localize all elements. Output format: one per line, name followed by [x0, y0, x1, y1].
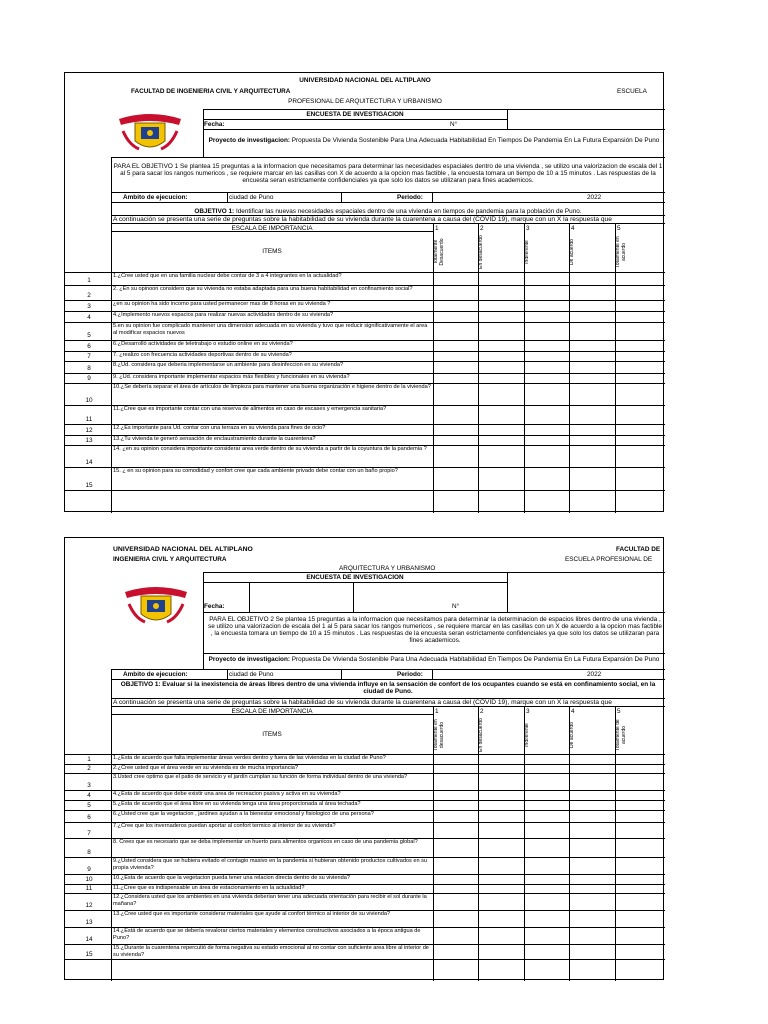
answer-cell-3[interactable]: [525, 823, 568, 837]
answer-cell-4[interactable]: [570, 755, 614, 763]
question-text: 13.¿Cree usted que es importante considerar materiales que ayude al confort térmico al interior de su vivienda?: [113, 911, 391, 917]
row-number: 5: [87, 802, 91, 809]
answer-cell-2[interactable]: [479, 362, 523, 372]
answer-cell-4[interactable]: [570, 436, 614, 444]
survey-title: ENCUESTA DE INVESTIGACION: [306, 111, 404, 118]
answer-cell-2[interactable]: [479, 774, 523, 789]
scale-number-2: 2: [480, 708, 484, 715]
answer-cell-5[interactable]: [616, 875, 660, 883]
answer-cell-3[interactable]: [525, 755, 568, 763]
answer-cell-5[interactable]: [616, 374, 660, 382]
answer-cell-2[interactable]: [479, 945, 523, 958]
answer-cell-3[interactable]: [525, 911, 568, 926]
answer-cell-1[interactable]: [434, 894, 477, 909]
question-text: 2.¿Cree usted que el área verde en su vivienda es de mucha importancia?: [113, 765, 299, 771]
question-text: 10.¿Se debería separar el área de artículos de limpieza para mantener una buena organización e higiene dentro de la vivienda?: [113, 384, 431, 390]
row-number: 13: [85, 437, 93, 444]
answer-cell-2[interactable]: [479, 384, 523, 404]
project-line: Proyecto de investigacion: Propuesta De Vivienda Sostenible Para Una Adecuada Habitabilidad En Tiempos De Pandemia En La Futura Expansión De Puno: [208, 656, 660, 663]
answer-cell-5[interactable]: [616, 858, 660, 873]
answer-cell-5[interactable]: [616, 774, 660, 789]
answer-cell-5[interactable]: [616, 928, 660, 943]
answer-cell-1[interactable]: [434, 755, 477, 763]
answer-cell-3[interactable]: [525, 885, 568, 892]
scale-header: ESCALA DE IMPORTANCIA: [231, 708, 313, 715]
answer-cell-5[interactable]: [616, 384, 660, 404]
row-number: 12: [85, 427, 93, 434]
faculty-text: INGENIERIA CIVIL Y ARQUITECTURA: [113, 556, 227, 563]
answer-cell-5[interactable]: [616, 436, 660, 444]
school-text: ARQUITECTURA Y URBANISMO: [339, 565, 436, 572]
answer-cell-2[interactable]: [479, 858, 523, 873]
answer-cell-2[interactable]: [479, 875, 523, 883]
scale-number-3: 3: [526, 708, 530, 715]
row-number: 5: [87, 332, 91, 339]
university-emblem: [121, 584, 191, 628]
answer-cell-3[interactable]: [525, 894, 568, 909]
periodo-label: Periodo:: [397, 671, 423, 678]
row-number: 15: [85, 951, 93, 958]
answer-cell-3[interactable]: [525, 928, 568, 943]
answer-cell-2[interactable]: [479, 928, 523, 943]
answer-cell-2[interactable]: [479, 468, 523, 489]
answer-cell-4[interactable]: [570, 928, 614, 943]
answer-cell-4[interactable]: [570, 323, 614, 339]
answer-cell-1[interactable]: [434, 468, 477, 489]
row-number: 1: [87, 756, 91, 763]
faculty-right: FACULTAD DE: [616, 546, 661, 553]
answer-cell-4[interactable]: [570, 425, 614, 434]
answer-cell-5[interactable]: [616, 273, 660, 284]
answer-cell-2[interactable]: [479, 425, 523, 434]
scale-label-3: Indiferente: [524, 723, 530, 747]
answer-cell-5[interactable]: [616, 362, 660, 372]
scale-label-5: Totalmente en acuerdo: [615, 236, 627, 268]
answer-cell-2[interactable]: [479, 885, 523, 892]
answer-cell-4[interactable]: [570, 362, 614, 372]
row-number: 9: [87, 866, 91, 873]
answer-cell-5[interactable]: [616, 323, 660, 339]
answer-cell-2[interactable]: [479, 312, 523, 321]
fecha-input[interactable]: [250, 602, 350, 611]
question-text: 15.¿Durante la cuarentena repercutió de forma negativa su estado emocional al no contar con suficiente area libre al interior de su vivienda?: [113, 945, 429, 958]
answer-cell-5[interactable]: [616, 839, 660, 856]
items-header: ITEMS: [262, 731, 282, 738]
school-word: ESCUELA: [617, 88, 647, 95]
row-number: 3: [87, 782, 91, 789]
answer-cell-5[interactable]: [616, 791, 660, 799]
answer-cell-5[interactable]: [616, 911, 660, 926]
answer-cell-3[interactable]: [525, 858, 568, 873]
answer-cell-4[interactable]: [570, 911, 614, 926]
question-text: 9.¿Usted considera que se hubiera evitado el contagio masivo en la pandemia si hubieran obtenido productos cultivados en su propia vivienda?: [113, 858, 428, 871]
answer-cell-5[interactable]: [616, 811, 660, 821]
scale-label-1: Totalmente en desacuerdo: [433, 719, 445, 751]
question-text: 9. ¿Ud. considera importante implementar espacios más flexibles y funcionales en su vivienda?: [113, 374, 350, 380]
periodo-value: 2022: [587, 671, 602, 678]
question-text: 15. ¿ en su opinion para su comodidad y confort cree que cada ambiente privado debe contar con un baño propio?: [113, 468, 398, 474]
answer-cell-4[interactable]: [570, 765, 614, 772]
answer-cell-1[interactable]: [434, 791, 477, 799]
row-number: 15: [85, 482, 93, 489]
answer-cell-1[interactable]: [434, 406, 477, 423]
answer-cell-3[interactable]: [525, 839, 568, 856]
answer-cell-4[interactable]: [570, 811, 614, 821]
answer-cell-1[interactable]: [434, 384, 477, 404]
school-right: ESCUELA PROFESIONAL DE: [565, 556, 653, 563]
row-number: 14: [85, 936, 93, 943]
question-text: 6.¿Usted cree que la vegetacion , jardines ayudan a la bienestar emocional y fisiologico de una persona?: [113, 811, 374, 817]
answer-cell-1[interactable]: [434, 301, 477, 310]
school-text: PROFESIONAL DE ARQUITECTURA Y URBANISMO: [288, 98, 442, 105]
answer-cell-4[interactable]: [570, 774, 614, 789]
scale-header: ESCALA DE IMPORTANCIA: [231, 225, 313, 232]
answer-cell-2[interactable]: [479, 791, 523, 799]
answer-cell-5[interactable]: [616, 352, 660, 360]
answer-cell-5[interactable]: [616, 801, 660, 809]
answer-cell-3[interactable]: [525, 811, 568, 821]
answer-cell-4[interactable]: [570, 273, 614, 284]
survey-form-2: [64, 537, 664, 980]
answer-cell-3[interactable]: [525, 341, 568, 350]
ambito-label: Ambito de ejecucion:: [123, 671, 188, 678]
answer-cell-5[interactable]: [616, 446, 660, 466]
question-text: 12.¿Considera usted que los ambientes en una vivienda deberian tener una adecuada orientación para recibir el sol durante la mañana?: [113, 894, 427, 907]
items-header: ITEMS: [262, 248, 282, 255]
scale-label-2: En desacuerdo: [478, 235, 484, 269]
ambito-value: ciudad de Puno: [229, 671, 274, 678]
question-text: 12.¿Es importante para Ud. contar con una terraza en su vivienda para fines de ocio?: [113, 425, 326, 431]
scale-label-3: Indiferente: [524, 240, 530, 264]
answer-cell-3[interactable]: [525, 406, 568, 423]
answer-cell-3[interactable]: [525, 875, 568, 883]
periodo-value: 2022: [587, 194, 602, 201]
scale-number-5: 5: [617, 708, 621, 715]
answer-cell-5[interactable]: [616, 301, 660, 310]
answer-cell-3[interactable]: [525, 945, 568, 958]
answer-cell-1[interactable]: [434, 425, 477, 434]
answer-cell-5[interactable]: [616, 425, 660, 434]
survey-form-1: [64, 72, 664, 512]
question-text: 5.en su opinion fue complicado mantener una dimension adecuada en su vivienda y tuvo que reducir significativamente el area al modificar espacios nuevos: [113, 323, 428, 336]
answer-cell-4[interactable]: [570, 823, 614, 837]
row-number: 10: [85, 397, 93, 404]
answer-cell-3[interactable]: [525, 273, 568, 284]
answer-cell-3[interactable]: [525, 312, 568, 321]
answer-cell-5[interactable]: [616, 894, 660, 909]
project-line: Proyecto de investigacion: Propuesta De Vivienda Sostenible Para Una Adecuada Habitabilidad En Tiempos De Pandemia En La Futura Expansión De Puno: [208, 137, 660, 144]
row-number: 12: [85, 902, 93, 909]
question-text: 10.¿Esta de acuerdo que la vegetacion pueda tener una relacion directa dentro de su vivienda?: [113, 875, 350, 881]
answer-cell-1[interactable]: [434, 286, 477, 299]
question-text: 8. Crees que es necesario que se deba implementar un huerto para alimentos organicos en caso de una pandemia global?: [113, 839, 418, 845]
question-text: 5.¿Esta de acuerdo que el área libre en su vivienda tenga una área proporcionada al área techada?: [113, 801, 361, 807]
answer-cell-1[interactable]: [434, 323, 477, 339]
row-number: 10: [85, 876, 93, 883]
answer-cell-5[interactable]: [616, 755, 660, 763]
answer-cell-2[interactable]: [479, 911, 523, 926]
ambito-value: ciudad de Puno: [229, 194, 274, 201]
row-number: 14: [85, 459, 93, 466]
scale-label-4: De acuerdo: [569, 722, 575, 748]
answer-cell-5[interactable]: [616, 945, 660, 958]
row-number: 1: [87, 277, 91, 284]
scale-number-1: 1: [435, 225, 439, 232]
answer-cell-2[interactable]: [479, 374, 523, 382]
answer-cell-2[interactable]: [479, 811, 523, 821]
question-text: 11.¿Cree que es indispensable un área de estacionamiento en la actualidad?: [113, 885, 305, 891]
question-text: 4.¿Esta de acuerdo que debe existir una area de recreacion pasiva y activa en su vivienda?: [113, 791, 341, 797]
answer-cell-2[interactable]: [479, 301, 523, 310]
question-text: 8.¿Ud. considera que deberia implementarse un ambiente para desinfeccion en su vivienda?: [113, 362, 344, 368]
answer-cell-3[interactable]: [525, 801, 568, 809]
question-text: 1.¿Cree usted que en una familia nuclear debe contar de 3 a 4 integrantes en la actualidad?: [113, 273, 342, 279]
scale-label-4: De acuerdo: [569, 239, 575, 265]
answer-cell-3[interactable]: [525, 436, 568, 444]
answer-cell-3[interactable]: [525, 352, 568, 360]
answer-cell-1[interactable]: [434, 839, 477, 856]
answer-cell-1[interactable]: [434, 858, 477, 873]
scale-label-5: Totalmente de acuerdo: [615, 719, 627, 751]
answer-cell-1[interactable]: [434, 945, 477, 958]
answer-cell-1[interactable]: [434, 341, 477, 350]
answer-cell-5[interactable]: [616, 406, 660, 423]
answer-cell-4[interactable]: [570, 374, 614, 382]
instructions-text: PARA EL OBJETIVO 1 Se plantea 15 preguntas a la informacion que necesitamos para determinar las necesidades espaciales dentro de una vivienda , se utilizo una valorizacion de escala del 1 al 5 para sacar los rangos numericos , se requiere marcar en las casillas con X de acuerdo a la opcion mas factible , la encuesta tomara un tiempo de 10 a 15 minutos . Las respuestas de la encuesta seran estrictamente confidenciales ya que solo los datos se utilizaran para fines academicos.: [113, 163, 663, 184]
scale-number-2: 2: [480, 225, 484, 232]
scale-number-3: 3: [526, 225, 530, 232]
row-number: 4: [87, 792, 91, 799]
university-emblem: [115, 111, 185, 155]
answer-cell-4[interactable]: [570, 286, 614, 299]
answer-cell-1[interactable]: [434, 436, 477, 444]
answer-cell-3[interactable]: [525, 286, 568, 299]
university-title: UNIVERSIDAD NACIONAL DEL ALTIPLANO: [299, 77, 431, 84]
answer-cell-3[interactable]: [525, 362, 568, 372]
periodo-label: Periodo:: [397, 194, 423, 201]
fecha-label: Fecha:: [204, 121, 225, 128]
answer-cell-4[interactable]: [570, 446, 614, 466]
row-number: 13: [85, 919, 93, 926]
row-number: 11: [85, 416, 93, 423]
answer-cell-3[interactable]: [525, 765, 568, 772]
answer-cell-3[interactable]: [525, 791, 568, 799]
answer-cell-1[interactable]: [434, 911, 477, 926]
row-number: 6: [87, 814, 91, 821]
answer-cell-4[interactable]: [570, 341, 614, 350]
answer-cell-2[interactable]: [479, 286, 523, 299]
answer-cell-4[interactable]: [570, 894, 614, 909]
answer-cell-2[interactable]: [479, 436, 523, 444]
scale-number-4: 4: [571, 225, 575, 232]
row-number: 2: [87, 765, 91, 772]
question-text: 2. ¿En su opinoon considero que su vivienda no estaba adaptada para una buena habitabilidad en confinamiento social?: [113, 286, 413, 292]
answer-cell-1[interactable]: [434, 273, 477, 284]
answer-cell-4[interactable]: [570, 468, 614, 489]
answer-cell-1[interactable]: [434, 823, 477, 837]
answer-cell-1[interactable]: [434, 875, 477, 883]
row-number: 7: [87, 830, 91, 837]
answer-cell-4[interactable]: [570, 312, 614, 321]
question-text: 14. ¿en su opinion considera importante considerar area verde dentro de su vivienda a partir de la coyuntura de la pandemia ?: [113, 446, 427, 452]
answer-cell-1[interactable]: [434, 811, 477, 821]
answer-cell-2[interactable]: [479, 839, 523, 856]
answer-cell-4[interactable]: [570, 384, 614, 404]
answer-cell-4[interactable]: [570, 406, 614, 423]
number-label: N°: [452, 603, 460, 610]
question-text: ¿en su opinion ha sido incomo para usted permanecer mas de 8 horas en su vivienda ?: [113, 301, 331, 307]
scale-label-2: En desacuerdo: [478, 718, 484, 752]
ambito-label: Ambito de ejecucion:: [123, 194, 188, 201]
answer-cell-2[interactable]: [479, 352, 523, 360]
university-title: UNIVERSIDAD NACIONAL DEL ALTIPLANO: [113, 546, 253, 553]
row-number: 2: [87, 292, 91, 299]
answer-cell-1[interactable]: [434, 352, 477, 360]
answer-cell-1[interactable]: [434, 374, 477, 382]
answer-cell-2[interactable]: [479, 801, 523, 809]
answer-cell-3[interactable]: [525, 323, 568, 339]
answer-cell-1[interactable]: [434, 765, 477, 772]
answer-cell-4[interactable]: [570, 301, 614, 310]
row-number: 4: [87, 314, 91, 321]
answer-cell-2[interactable]: [479, 765, 523, 772]
answer-cell-3[interactable]: [525, 774, 568, 789]
answer-cell-3[interactable]: [525, 301, 568, 310]
number-label: N°: [450, 121, 458, 128]
answer-cell-4[interactable]: [570, 352, 614, 360]
question-text: 11.¿Cree que es importante contar con una reserva de alimentos en caso de escases y emergencia sanitaria?: [113, 406, 387, 412]
answer-cell-3[interactable]: [525, 446, 568, 466]
answer-cell-2[interactable]: [479, 755, 523, 763]
answer-cell-1[interactable]: [434, 885, 477, 892]
answer-cell-2[interactable]: [479, 894, 523, 909]
answer-cell-5[interactable]: [616, 312, 660, 321]
row-number: 8: [87, 849, 91, 856]
fecha-input[interactable]: [250, 120, 350, 129]
question-text: 6.¿Desarrolló actividades de teletrabajo o estudio online en su vivienda?: [113, 341, 293, 347]
answer-cell-5[interactable]: [616, 286, 660, 299]
survey-title: ENCUESTA DE INVESTIGACION: [306, 574, 404, 581]
answer-cell-1[interactable]: [434, 774, 477, 789]
answer-cell-1[interactable]: [434, 312, 477, 321]
intro-text: A continuación se presenta una serie de preguntas sobre la habitabilidad de su vivienda durante la cuarentena a causa del (COVID 19), marque con un X la respuesta que: [113, 216, 612, 223]
answer-cell-5[interactable]: [616, 885, 660, 892]
answer-cell-4[interactable]: [570, 858, 614, 873]
answer-cell-4[interactable]: [570, 875, 614, 883]
faculty-text: FACULTAD DE INGENIERIA CIVIL Y ARQUITECTURA: [131, 88, 291, 95]
objective-line: OBJETIVO 1: Identificar las nuevas necesidades espaciales dentro de una vivienda en tiempos de pandemia para la población de Puno.: [194, 208, 582, 215]
answer-cell-4[interactable]: [570, 945, 614, 958]
objective-line: OBJETIVO 1: Evaluar si la inexistencia de áreas libres dentro de una vivienda influye en la sensación de confort de los ocupantes cuando se está en confinamiento social, en la ciudad de Puno.: [120, 681, 656, 695]
answer-cell-2[interactable]: [479, 446, 523, 466]
row-number: 11: [85, 885, 93, 892]
question-text: 3.Usted cree optimo que el patio de servicio y el jardín cumplan su función de forma individual dentro de una vivienda?: [113, 774, 408, 780]
fecha-label: Fecha:: [204, 603, 225, 610]
scale-number-4: 4: [571, 708, 575, 715]
row-number: 9: [87, 375, 91, 382]
row-number: 3: [87, 303, 91, 310]
question-text: 4.¿Implemento nuevos espacios para realizar nuevas actividades dentro de su vivienda?: [113, 312, 334, 318]
answer-cell-5[interactable]: [616, 468, 660, 489]
scale-number-5: 5: [617, 225, 621, 232]
answer-cell-4[interactable]: [570, 885, 614, 892]
answer-cell-4[interactable]: [570, 791, 614, 799]
answer-cell-2[interactable]: [479, 273, 523, 284]
answer-cell-2[interactable]: [479, 341, 523, 350]
answer-cell-2[interactable]: [479, 406, 523, 423]
scale-number-1: 1: [435, 708, 439, 715]
answer-cell-2[interactable]: [479, 323, 523, 339]
intro-text: A continuación se presenta una serie de preguntas sobre la habitabilidad de su vivienda durante la cuarentena a causa del (COVID 19), marque con un X la respuesta que: [113, 699, 612, 706]
answer-cell-1[interactable]: [434, 362, 477, 372]
question-text: 13.¿Tu vivienda te generó sensación de enclaustramiento durante la cuarentena?: [113, 436, 316, 442]
question-text: 1.¿Esta de acuerdo que falta implementar áreas verdes dentro y fuera de las viviendas en la ciudad de Puno?: [113, 755, 386, 761]
answer-cell-2[interactable]: [479, 823, 523, 837]
answer-cell-3[interactable]: [525, 468, 568, 489]
answer-cell-1[interactable]: [434, 446, 477, 466]
answer-cell-5[interactable]: [616, 765, 660, 772]
scale-label-1: Totalmente Desacuerdo: [433, 238, 445, 266]
question-text: 7.¿Cree que los invernaderos puedan aportar al confort termico al interior de su vivienda?: [113, 823, 336, 829]
answer-cell-4[interactable]: [570, 801, 614, 809]
instructions-text: PARA EL OBJETIVO 2 Se plantea 15 preguntas a la informacion que necesitamos para determinar la determinacion de espacios libres dentro de una vivienda , se utilizo una valorizacion de escala del 1 al 5 para sacar los rangos numericos , se requiere marcar en las casillas con un X de acuerdo a la opcion mas factible , la encuesta tomara un tiempo de 10 a 15 minutos . Las respuestas de la encuesta seran estrictamente confidenciales ya que solo los datos se utilizaran para fines academicos.: [208, 616, 662, 644]
row-number: 6: [87, 343, 91, 350]
answer-cell-1[interactable]: [434, 801, 477, 809]
answer-cell-3[interactable]: [525, 384, 568, 404]
answer-cell-5[interactable]: [616, 823, 660, 837]
question-text: 14.¿Está de acuerdo que se debería revalorar ciertos materiales y elementos constructivos asociados a la época antigua de Puno?: [113, 928, 421, 941]
question-text: 7. ¿realizo con frecuencia actividades deportivas dentro de su vivienda?: [113, 352, 292, 358]
row-number: 7: [87, 353, 91, 360]
answer-cell-1[interactable]: [434, 928, 477, 943]
answer-cell-5[interactable]: [616, 341, 660, 350]
answer-cell-3[interactable]: [525, 374, 568, 382]
row-number: 8: [87, 365, 91, 372]
answer-cell-3[interactable]: [525, 425, 568, 434]
answer-cell-4[interactable]: [570, 839, 614, 856]
